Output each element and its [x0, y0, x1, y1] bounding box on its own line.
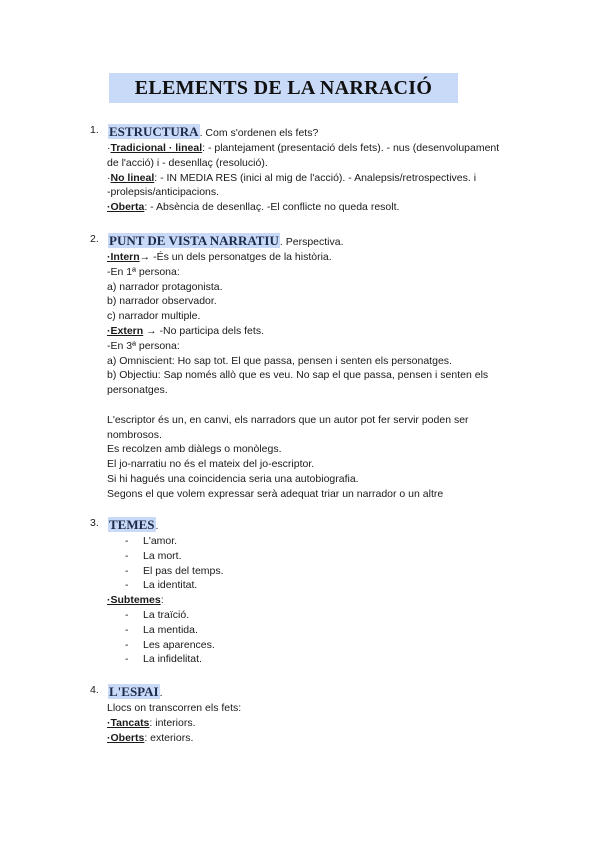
term-label: ·Oberts	[107, 731, 145, 744]
text-line	[107, 487, 530, 502]
line-text: -prolepsis/anticipacions.	[107, 186, 220, 199]
line-text: Si hi hagués una coincidencia seria una autobiografia.	[107, 472, 359, 485]
line-text: : interiors.	[149, 716, 196, 729]
list-item-text: La mort.	[143, 549, 182, 562]
dash-bullet: -	[125, 549, 129, 562]
section-heading	[108, 684, 530, 701]
term-label: ·Intern	[107, 251, 140, 263]
section-temes	[90, 517, 530, 667]
list-item	[107, 578, 530, 593]
bullet-dot: ·	[107, 142, 111, 154]
section-espai	[90, 684, 530, 745]
term-label: ·Subtemes	[107, 594, 161, 607]
text-line	[107, 141, 530, 156]
text-line	[107, 250, 530, 265]
list-item-text: La mentida.	[143, 623, 198, 636]
line-text: a) Omniscient: Ho sap tot. El que passa, pensen i senten els personatges.	[107, 354, 452, 367]
text-line	[107, 280, 530, 295]
dash-bullet: -	[125, 579, 129, 592]
text-line	[107, 156, 530, 171]
line-text: Segons el que volem expressar serà adequat triar un narrador o un altre	[107, 487, 444, 500]
text-line	[107, 701, 530, 716]
list-item-text: La infidelitat.	[143, 653, 202, 666]
term-label: ·Extern	[107, 324, 144, 337]
text-line	[107, 354, 530, 369]
text-line	[107, 442, 530, 457]
line-text: personatges.	[107, 384, 168, 397]
text-line	[107, 368, 530, 383]
section-heading-tail: .	[155, 520, 159, 532]
line-text: -En 3ª persona:	[107, 339, 180, 352]
bullet-dot: ·	[107, 171, 111, 184]
text-line	[107, 171, 530, 186]
text-line	[107, 457, 530, 472]
blank-line	[107, 398, 530, 413]
line-text: L'escriptor és un, en canvi, els narradors que un autor pot fer servir poden ser	[107, 413, 469, 426]
text-line	[107, 716, 530, 731]
dash-bullet: -	[125, 564, 129, 577]
term-label: No lineal	[110, 171, 155, 184]
section-heading	[108, 233, 530, 250]
list-item-text: Les aparences.	[143, 638, 215, 651]
section-heading-tail: . Perspectiva.	[279, 236, 344, 248]
dash-bullet: -	[125, 623, 129, 636]
section-estructura	[90, 124, 530, 215]
text-line	[107, 185, 530, 200]
line-text: b) Objectiu: Sap només allò que es veu. No sap el que passa, pensen i senten els	[107, 369, 489, 382]
line-text: : - IN MEDIA RES (inici al mig de l'acció). - Analepsis/retrospectives. i	[154, 171, 477, 184]
section-content	[107, 141, 530, 215]
dash-bullet: -	[125, 608, 129, 621]
line-text: de l'acció) i - desenllaç (resolució).	[107, 156, 268, 169]
text-line	[107, 472, 530, 487]
line-text: : exteriors.	[144, 731, 194, 744]
title-banner	[109, 73, 458, 103]
line-text: Llocs on transcorren els fets:	[107, 702, 242, 714]
term-label: ·Tancats	[107, 716, 150, 729]
line-text: b) narrador observador.	[107, 295, 217, 308]
line-text: → -No participa dels fets.	[143, 324, 264, 337]
line-text: :	[160, 594, 164, 607]
line-text: a) narrador protagonista.	[107, 280, 223, 293]
line-text: : - Absència de desenllaç. -El conflicte no queda resolt.	[144, 201, 400, 214]
text-line	[107, 309, 530, 324]
section-number: 4.	[90, 684, 99, 696]
list-item	[107, 638, 530, 653]
section-content	[107, 701, 530, 745]
text-line	[107, 294, 530, 309]
list-item	[107, 608, 530, 623]
section-heading-highlight: TEMES	[109, 517, 155, 532]
list-item-text: El pas del temps.	[143, 564, 224, 577]
section-heading-highlight: L'ESPAI	[109, 684, 159, 699]
section-number: 2.	[90, 233, 99, 245]
section-number: 3.	[90, 517, 99, 529]
line-text: nombrosos.	[107, 428, 162, 441]
list-item-text: L'amor.	[143, 535, 178, 547]
line-text: Es recolzen amb diàlegs o monòlegs.	[107, 443, 282, 456]
text-line	[107, 339, 530, 354]
line-text: c) narrador multiple.	[107, 310, 201, 323]
page-title: ELEMENTS DE LA NARRACIÓ	[134, 76, 433, 99]
section-heading	[108, 124, 530, 141]
section-number: 1.	[90, 124, 99, 136]
text-line	[107, 200, 530, 215]
list-item-text: La identitat.	[143, 579, 198, 592]
list-item	[107, 549, 530, 564]
section-heading-highlight: PUNT DE VISTA NARRATIU	[109, 233, 279, 248]
text-line	[107, 428, 530, 443]
section-heading	[108, 517, 530, 534]
list-item	[107, 534, 530, 549]
term-label: ·Oberta	[107, 201, 145, 214]
dash-bullet: -	[125, 535, 129, 547]
section-heading-highlight: ESTRUCTURA	[109, 124, 199, 139]
subtemes-label-line	[107, 593, 530, 608]
text-line	[107, 413, 530, 428]
text-line	[107, 731, 530, 746]
line-text: -En 1ª persona:	[107, 265, 180, 278]
list-item	[107, 623, 530, 638]
text-line	[107, 324, 530, 339]
list-item-text: La traïció.	[143, 608, 190, 621]
line-text: El jo-narratiu no és el mateix del jo-escriptor.	[107, 458, 315, 471]
section-punt-de-vista	[90, 233, 530, 502]
section-heading-tail: .	[159, 687, 163, 699]
section-heading-tail: . Com s'ordenen els fets?	[199, 127, 319, 139]
dash-bullet: -	[125, 653, 129, 666]
dash-bullet: -	[125, 638, 129, 651]
list-item	[107, 652, 530, 667]
line-text: → -És un dels personatges de la història.	[139, 251, 332, 263]
list-item	[107, 564, 530, 579]
section-content	[107, 534, 530, 667]
term-label: Tradicional · lineal	[110, 142, 203, 154]
section-content	[107, 250, 530, 502]
text-line	[107, 265, 530, 280]
line-text: : - plantejament (presentació dels fets). - nus (desenvolupament	[202, 142, 500, 154]
text-line	[107, 383, 530, 398]
